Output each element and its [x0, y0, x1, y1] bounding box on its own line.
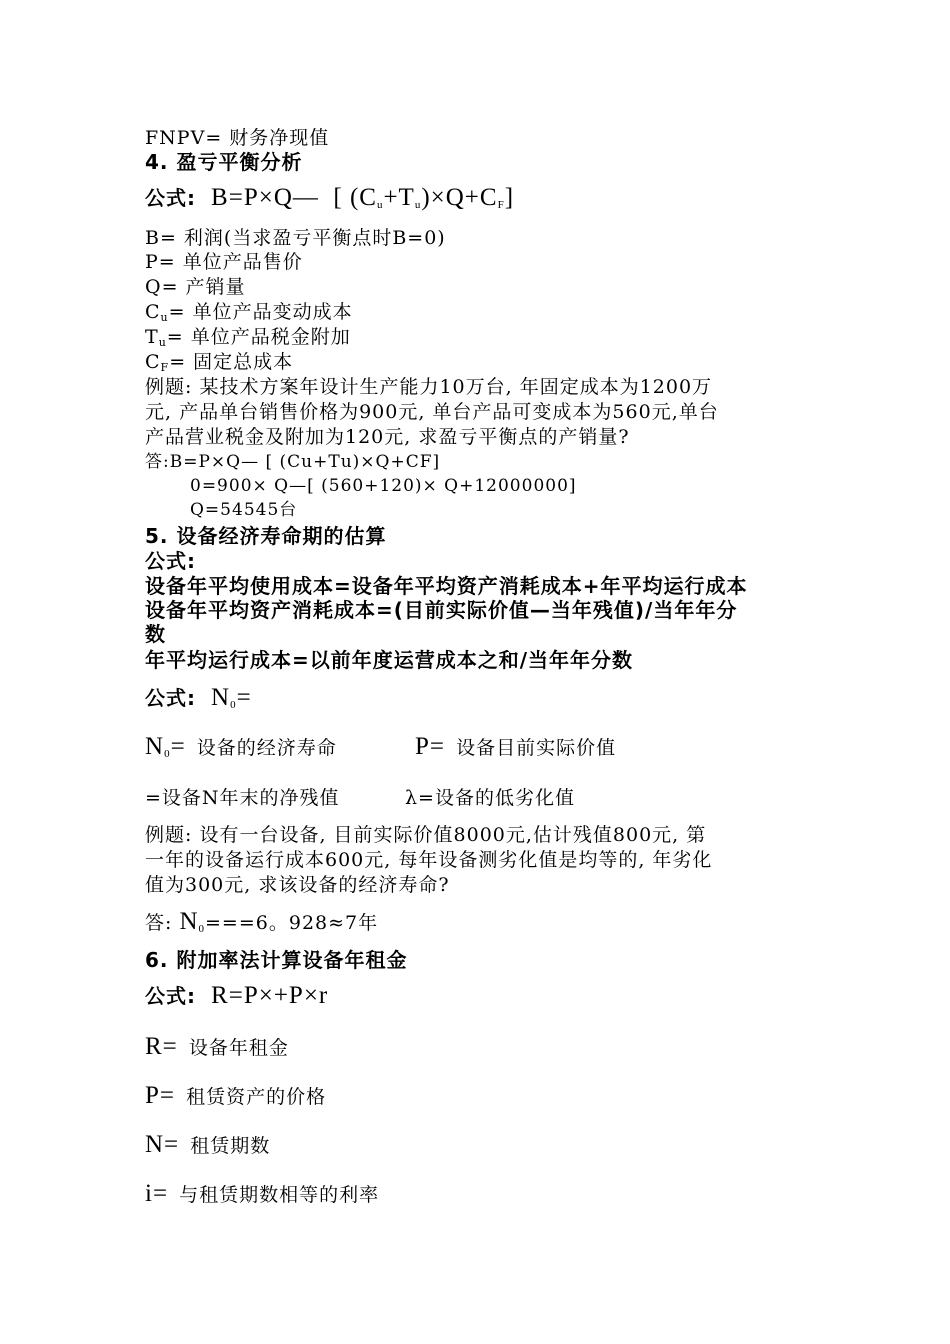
formula-label: 公式: [145, 186, 196, 210]
section-5-line-4: 年平均运行成本=以前年度运营成本之和/当年年分数 [145, 648, 634, 672]
p-asset-price-definition: P= 租赁资产的价格 [145, 1082, 327, 1109]
section-6-heading: 6. 附加率法计算设备年租金 [145, 948, 408, 972]
r-definition: R= 设备年租金 [145, 1033, 289, 1060]
break-even-formula [145, 186, 514, 211]
section-5-heading: 5. 设备经济寿命期的估算 [145, 524, 387, 548]
cf-definition: $C_F=$ 固定总成本 [145, 351, 294, 374]
n-definition: N= 租赁期数 [145, 1131, 271, 1158]
example-2-line-3: 值为300元, 求该设备的经济寿命? [145, 874, 450, 896]
n0-definition: $N_0=$ 设备的经济寿命 [145, 733, 337, 760]
fnpv-definition: FNPV= 财务净现值 [145, 127, 330, 149]
tu-definition: $T_u=$ 单位产品税金附加 [145, 326, 351, 349]
example-2-line-1: 例题: 设有一台设备, 目前实际价值8000元,估计残值800元, 第 [145, 824, 707, 846]
example-1-line-2: 元, 产品单台销售价格为900元, 单台产品可变成本为560元,单台 [145, 401, 719, 423]
q-definition: Q= 产销量 [145, 276, 246, 298]
section-5-line-1: 设备年平均使用成本=设备年平均资产消耗成本+年平均运行成本 [145, 574, 748, 598]
answer-1-line-1: 答:B=P×Q— [ (Cu+Tu)×Q+CF] [145, 452, 441, 472]
residual-value-definition: =设备N年末的净残值 [145, 787, 340, 809]
section-5-line-3: 数 [145, 622, 166, 646]
example-1-line-3: 产品营业税金及附加为120元, 求盈亏平衡点的产销量? [145, 426, 630, 448]
rent-formula: 公式: R=P×+P×r [145, 982, 329, 1009]
n0-formula: 公式: $N_0=$ [145, 684, 252, 711]
b-definition: B= 利润(当求盈亏平衡点时B=0) [145, 227, 446, 249]
section-5-formula-label: 公式: [145, 549, 196, 573]
formula-expression: B=P×Q— [ $(C_u+T_u)\times Q+C_F$] [211, 184, 515, 211]
answer-2: 答: $N_0===6$。928≈7年 [145, 908, 379, 935]
p-current-value-definition: P= 设备目前实际价值 [415, 733, 617, 760]
p-definition: P= 单位产品售价 [145, 251, 303, 273]
answer-1-line-2: 0=900× Q—[ (560+120)× Q+12000000] [190, 476, 577, 496]
example-1-line-1: 例题: 某技术方案年设计生产能力10万台, 年固定成本为1200万 [145, 376, 713, 398]
i-definition: i= 与租赁期数相等的利率 [145, 1180, 380, 1207]
section-5-line-2: 设备年平均资产消耗成本=(目前实际价值—当年残值)/当年年分 [145, 598, 738, 622]
cu-definition: $C_u=$ 单位产品变动成本 [145, 301, 353, 324]
lambda-definition: λ=设备的低劣化值 [405, 787, 575, 809]
section-4-heading: 4. 盈亏平衡分析 [145, 150, 303, 174]
answer-1-line-3: Q=54545台 [190, 500, 298, 520]
example-2-line-2: 一年的设备运行成本600元, 每年设备测劣化值是均等的, 年劣化 [145, 849, 713, 871]
